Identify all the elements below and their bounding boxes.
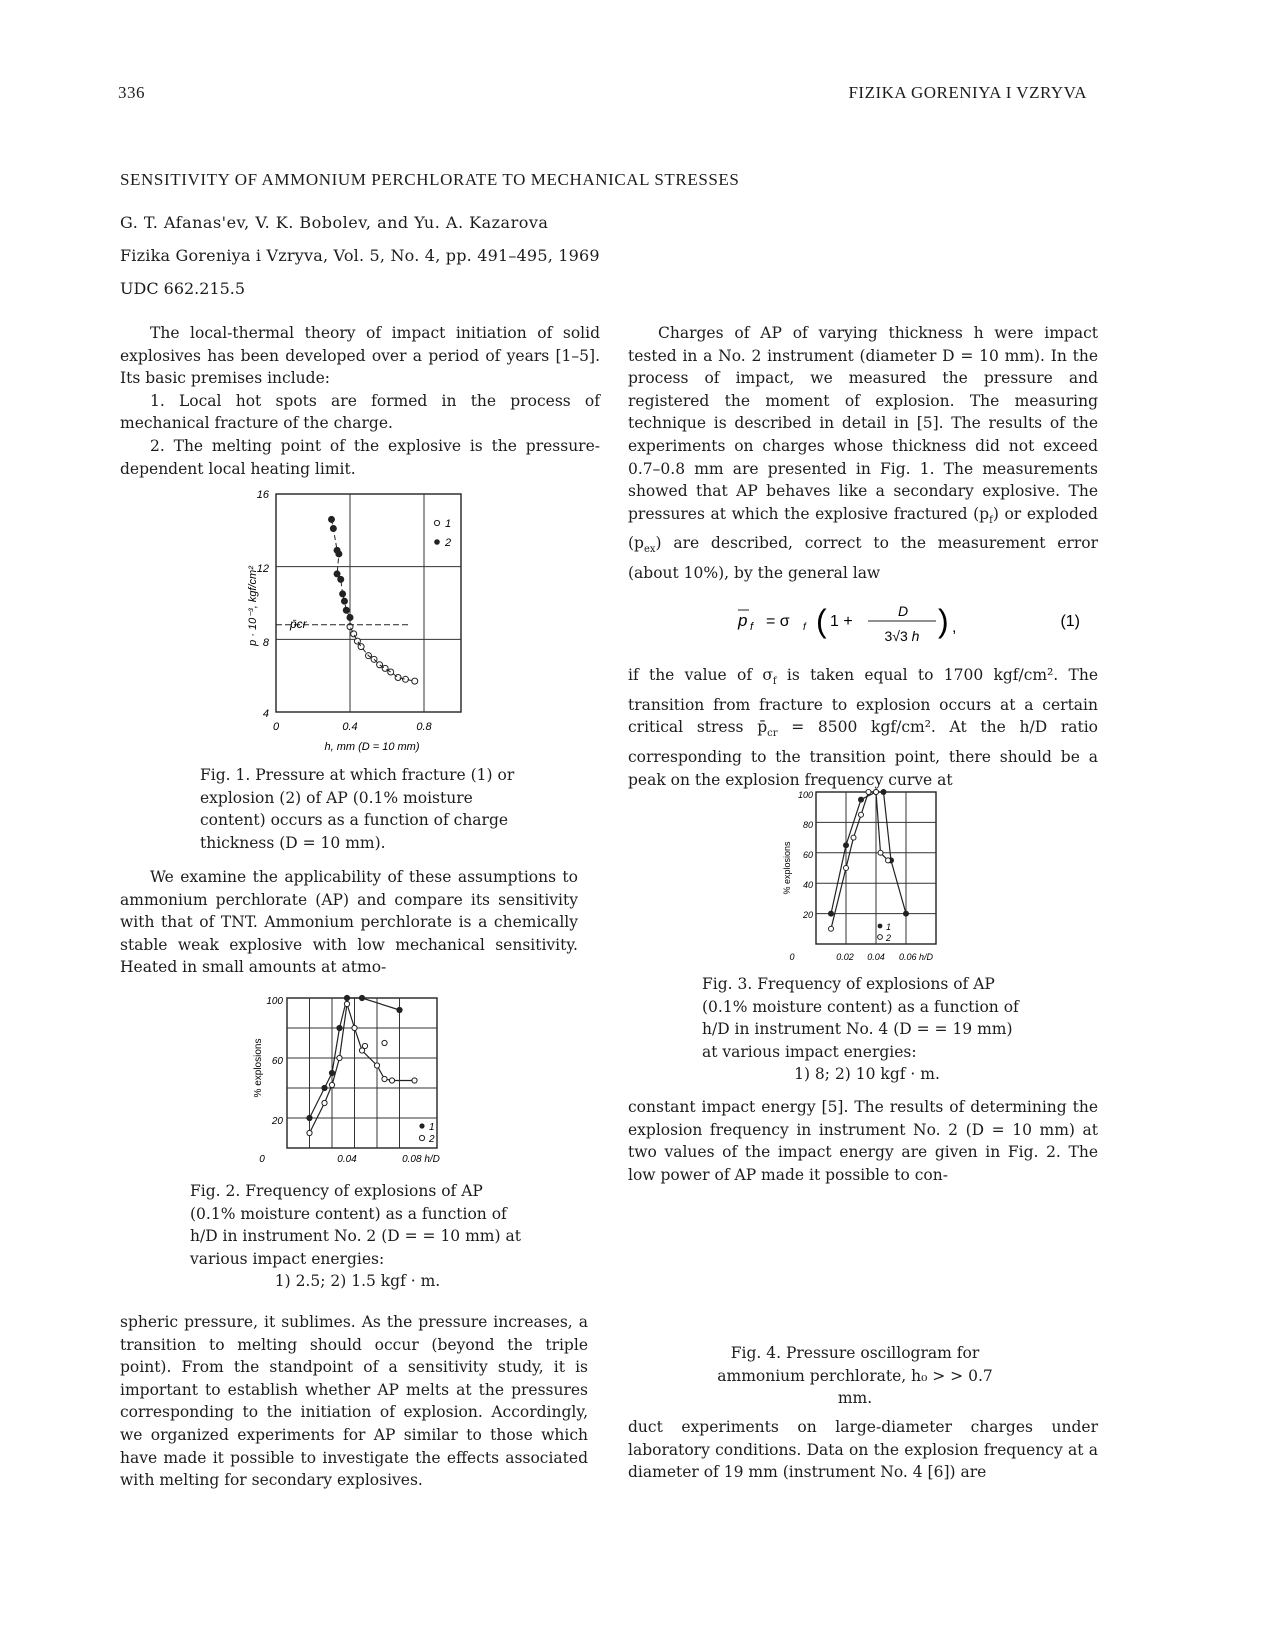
fig2-ytick-60: 60 — [271, 1056, 283, 1067]
point-2-4 — [344, 1001, 349, 1006]
figure-4-caption: Fig. 4. Pressure oscillogram for ammonium perchlorate, h₀ > > 0.7 mm. — [717, 1344, 993, 1408]
eq-sub-f: f — [750, 621, 754, 633]
fig3-xtick-006: 0.06 h/D — [898, 952, 934, 962]
point-2-7 — [886, 858, 891, 863]
left-column-middle — [120, 866, 578, 979]
point-2-8 — [382, 1076, 387, 1081]
fig3-caption-energies: 1) 8; 2) 10 kgf · m. — [794, 1065, 940, 1084]
point-2-4 — [866, 790, 871, 795]
right-column-top — [628, 322, 1098, 585]
left-column-top — [120, 322, 600, 480]
right-paragraph-1: Charges of AP of varying thickness h were impact tested in a No. 2 instrument (diameter D = 10 mm). In the process of impact, we measured the pressure and registered the moment of explosion. The measuring technique is described in detail in [5]. The results of the experiments on charges whose thickness did not exceed 0.7–0.8 mm are presented in Fig. 1. The measurements showed that AP behaves like a secondary explosive. The pressures at which the explosive fractured $(p_f)$ or exploded $(p_{ex})$ are described, correct to the measurement error (about 10%), by the general law — [628, 324, 1098, 583]
point-extra-0 — [362, 1043, 367, 1048]
fig1-ytick-12: 12 — [256, 563, 269, 575]
right-column-bottom — [628, 1416, 1098, 1484]
fig2-legend-open-marker — [419, 1135, 424, 1140]
left-paragraph-5: spheric pressure, it sublimes. As the pressure increases, a transition to melting should occur (beyond the triple point). From the standpoint of a sensitivity study, it is important to establish whether AP melts at the pressures corresponding to the initiation of explosion. Accordingly, we organized experiments for AP similar to those which have made it possible to investigate the effects associated with melting for secondary explosives. — [120, 1313, 588, 1490]
point-2-9 — [389, 1078, 394, 1083]
fig2-ytick-20: 20 — [271, 1116, 283, 1127]
fig3-legend-open-marker — [878, 935, 883, 940]
figure-3-caption — [702, 973, 1032, 1086]
point-1-0 — [307, 1115, 312, 1120]
point-1-4 — [344, 995, 349, 1000]
eq-lparen: ( — [816, 603, 827, 639]
fig1-ylabel: p · 10⁻³, kgf/cm² — [247, 566, 259, 646]
left-column-bottom — [120, 1311, 588, 1492]
point-2-0 — [829, 926, 834, 931]
fig1-xtick-04: 0.4 — [342, 721, 358, 733]
fig1-frame — [276, 494, 461, 712]
point-1-3 — [337, 1025, 342, 1030]
point-2-1 — [844, 866, 849, 871]
point-1-6 — [904, 911, 909, 916]
figure-3-chart — [776, 786, 966, 966]
point-1-0 — [829, 911, 834, 916]
fig3-xtick-0: 0 — [789, 952, 795, 962]
fig2-ytick-100: 100 — [266, 996, 283, 1007]
point-1-11 — [412, 678, 418, 684]
fig3-xtick-004: 0.04 — [867, 952, 885, 962]
point-1-5 — [359, 995, 364, 1000]
point-1-1 — [844, 843, 849, 848]
eq-rparen: ) — [938, 603, 949, 639]
point-2-5 — [874, 790, 879, 795]
fig3-caption-text: Fig. 3. Frequency of explosions of AP (0.1% moisture content) as a function of h/D in instrument No. 4 (D = = 19 mm) at various impact energies: — [702, 975, 1019, 1061]
figure-2-caption — [190, 1180, 525, 1293]
article-udc: UDC 662.215.5 — [120, 279, 246, 298]
point-2-2 — [851, 835, 856, 840]
fig1-legend-filled-marker — [434, 539, 440, 545]
eq-denominator: 3√3 h — [884, 628, 920, 644]
point-1-1 — [351, 631, 357, 637]
right-column-middle — [628, 1096, 1098, 1186]
point-2-3 — [337, 1055, 342, 1060]
article-source: Fizika Goreniya i Vzryva, Vol. 5, No. 4, pp. 491–495, 1969 — [120, 246, 600, 265]
fig1-ytick-8: 8 — [262, 637, 269, 649]
fig1-pcr-label: p̄cr — [290, 617, 307, 631]
fig1-legend-open-marker — [434, 520, 439, 525]
fig2-legend-2: 2 — [429, 1134, 435, 1145]
left-paragraph-2: 1. Local hot spots are formed in the process of mechanical fracture of the charge. — [120, 391, 600, 433]
point-2-1 — [322, 1100, 327, 1105]
fig2-xtick-008: 0.08 h/D — [402, 1154, 440, 1165]
fig2-caption-energies: 1) 2.5; 2) 1.5 kgf · m. — [274, 1272, 441, 1291]
page-number: 336 — [118, 83, 145, 102]
fig3-ytick-100: 100 — [797, 790, 813, 800]
fig2-xtick-0: 0 — [259, 1154, 265, 1165]
fig3-ylabel: % explosions — [782, 841, 792, 895]
point-1-2 — [329, 1070, 334, 1075]
point-2-10 — [412, 1078, 417, 1083]
point-extra-1 — [382, 1040, 387, 1045]
point-2-7 — [374, 1063, 379, 1068]
fig1-ytick-16: 16 — [256, 489, 269, 501]
fig3-xtick-002: 0.02 — [836, 952, 854, 962]
fig3-legend-2: 2 — [886, 933, 892, 943]
fig3-ytick-20: 20 — [802, 910, 813, 920]
article-title: SENSITIVITY OF AMMONIUM PERCHLORATE TO MECHANICAL STRESSES — [120, 170, 740, 189]
right-paragraph-2: if the value of $\sigma_f$ is taken equal to 1700 kgf/cm². The transition from fracture to explosion occurs at a certain critical stress $p̄_{cr} = 8500$ kgf/cm². At the h/D ratio corresponding to the transition point, there should be a peak on the explosion frequency curve at — [628, 666, 1098, 789]
point-1-6 — [397, 1007, 402, 1012]
right-paragraph-3: constant impact energy [5]. The results of determining the explosion frequency in instrument No. 2 (D = 10 mm) at two values of the impact energy are given in Fig. 2. The low power of AP made it possible to con- — [628, 1098, 1098, 1184]
point-2-3 — [859, 812, 864, 817]
fig3-ytick-40: 40 — [802, 880, 813, 890]
point-2-6 — [878, 850, 883, 855]
left-paragraph-1: The local-thermal theory of impact initiation of solid explosives has been developed over a period of years [1–5]. Its basic premises include: — [120, 324, 600, 388]
point-1-7 — [382, 665, 388, 671]
eq-one-plus: 1 + — [830, 613, 853, 630]
figure-1-caption: Fig. 1. Pressure at which fracture (1) or explosion (2) of AP (0.1% moisture content) occurs as a function of charge thickness (D = 10 mm). — [200, 766, 515, 852]
point-2-0 — [307, 1130, 312, 1135]
fig3-marks — [829, 790, 909, 932]
eq-sub-f2: f — [803, 622, 806, 633]
figure-1-chart — [240, 488, 500, 758]
point-1-1 — [322, 1085, 327, 1090]
point-2-2 — [329, 1082, 334, 1087]
fig2-caption-text: Fig. 2. Frequency of explosions of AP (0.1% moisture content) as a function of h/D in instrument No. 2 (D = = 10 mm) at various impact energies: — [190, 1182, 521, 1268]
fig2-legend-1: 1 — [429, 1122, 435, 1133]
right-column-after-equation — [628, 664, 1098, 791]
fig3-legend-1: 1 — [886, 922, 892, 932]
equation-1 — [720, 596, 1100, 651]
fig2-grid — [287, 998, 437, 1148]
fig3-ytick-60: 60 — [802, 850, 813, 860]
fig1-marks — [276, 516, 418, 684]
fig2-ylabel: % explosions — [253, 1038, 264, 1098]
series-line-2 — [310, 1004, 415, 1133]
fig1-xtick-08: 0.8 — [416, 721, 432, 733]
fig3-grid — [816, 792, 936, 944]
point-1-4 — [881, 790, 886, 795]
point-2-9 — [347, 615, 353, 621]
fig1-xlabel: h, mm (D = 10 mm) — [324, 741, 420, 753]
figure-2-chart — [246, 992, 466, 1177]
running-header: FIZIKA GORENIYA I VZRYVA — [848, 83, 1087, 102]
fig1-xtick-0: 0 — [272, 721, 280, 733]
left-paragraph-3: 2. The melting point of the explosive is the pressure-dependent local heating limit. — [120, 436, 600, 478]
fig2-marks — [307, 995, 417, 1135]
fig1-grid — [276, 494, 461, 712]
point-1-2 — [859, 797, 864, 802]
eq-numerator: D — [897, 603, 909, 619]
fig1-ytick-4: 4 — [262, 708, 269, 720]
article-authors: G. T. Afanas'ev, V. K. Bobolev, and Yu. A. Kazarova — [120, 213, 549, 232]
fig3-legend-filled-marker — [878, 924, 883, 929]
fig1-legend-2: 2 — [445, 537, 452, 549]
fig2-xtick-004: 0.04 — [337, 1154, 357, 1165]
equation-number: (1) — [1060, 613, 1080, 630]
eq-equals: = σ — [766, 613, 790, 630]
fig3-ytick-80: 80 — [802, 820, 813, 830]
point-1-2 — [354, 638, 360, 644]
right-paragraph-4: duct experiments on large-diameter charges under laboratory conditions. Data on the explosion frequency at a diameter of 19 mm (instrument No. 4 [6]) are — [628, 1418, 1098, 1482]
fig2-legend-filled-marker — [419, 1123, 424, 1128]
eq-comma: , — [952, 619, 957, 636]
eq-pf: p — [738, 611, 748, 630]
left-paragraph-4: We examine the applicability of these assumptions to ammonium perchlorate (AP) and compare its sensitivity with that of TNT. Ammonium perchlorate is a chemically stable weak explosive with low mechanical sensitivity. Heated in small amounts at atmo- — [120, 868, 578, 977]
point-2-5 — [352, 1025, 357, 1030]
point-2-4 — [334, 571, 340, 577]
fig1-legend-1: 1 — [445, 518, 452, 530]
